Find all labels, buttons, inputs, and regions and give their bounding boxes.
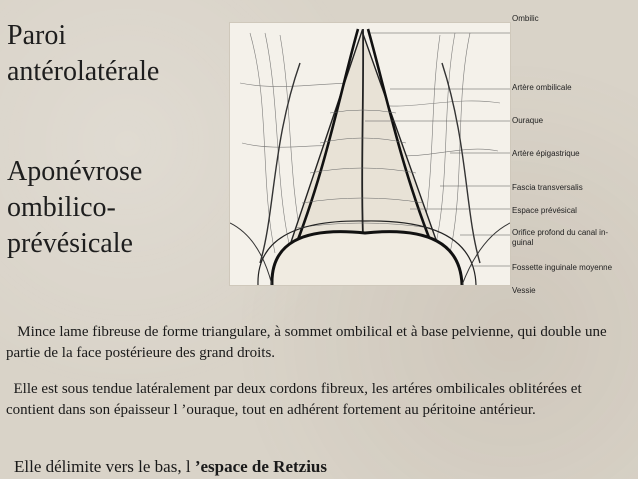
retzius-term: ’espace de Retzius: [194, 457, 328, 476]
label-ouraque: Ouraque: [512, 116, 544, 125]
paragraph-cordons: Elle est sous tendue latéralement par deux cordons fibreux, les artéres ombilicales oblitérées et contient dans son épaisseur l ’ouraque, tout en adhérent fortement au péritoine antérieur.: [6, 381, 586, 418]
paragraph-description: Mince lame fibreuse de forme triangulare, à sommet ombilical et à base pelvienne, qui double une partie de la face postérieure des grand droits.: [6, 324, 611, 361]
label-fascia-transversalis: Fascia transversalis: [512, 183, 583, 192]
section-title-line-1: Aponévrose: [7, 156, 143, 187]
main-title-line-2: antérolatérale: [7, 56, 160, 87]
label-artere-ombilicale: Artère ombilicale: [512, 83, 572, 92]
figure-labels: [512, 0, 638, 300]
label-fossette-inguinale: Fossette inguinale moyenne: [512, 263, 613, 272]
main-title: [7, 18, 232, 90]
label-artere-epigastrique: Artère épigastrique: [512, 149, 580, 158]
anatomical-figure: [229, 22, 511, 286]
main-title-line-1: Paroi: [7, 20, 67, 51]
section-title-line-3: prévésicale: [7, 228, 133, 259]
label-ombilic: Ombilic: [512, 14, 539, 23]
label-orifice-canal-line-2: guinal: [512, 238, 534, 247]
section-title: [7, 154, 232, 262]
label-vessie: Vessie: [512, 286, 536, 295]
label-espace-prevesical: Espace prévésical: [512, 206, 577, 215]
label-orifice-canal-line-1: Orifice profond du canal in-: [512, 228, 609, 237]
anatomical-drawing: [230, 23, 510, 285]
paragraph-retzius: [14, 456, 638, 478]
retzius-prefix: Elle délimite vers le bas, l: [14, 457, 195, 476]
section-title-line-2: ombilico-: [7, 192, 116, 223]
